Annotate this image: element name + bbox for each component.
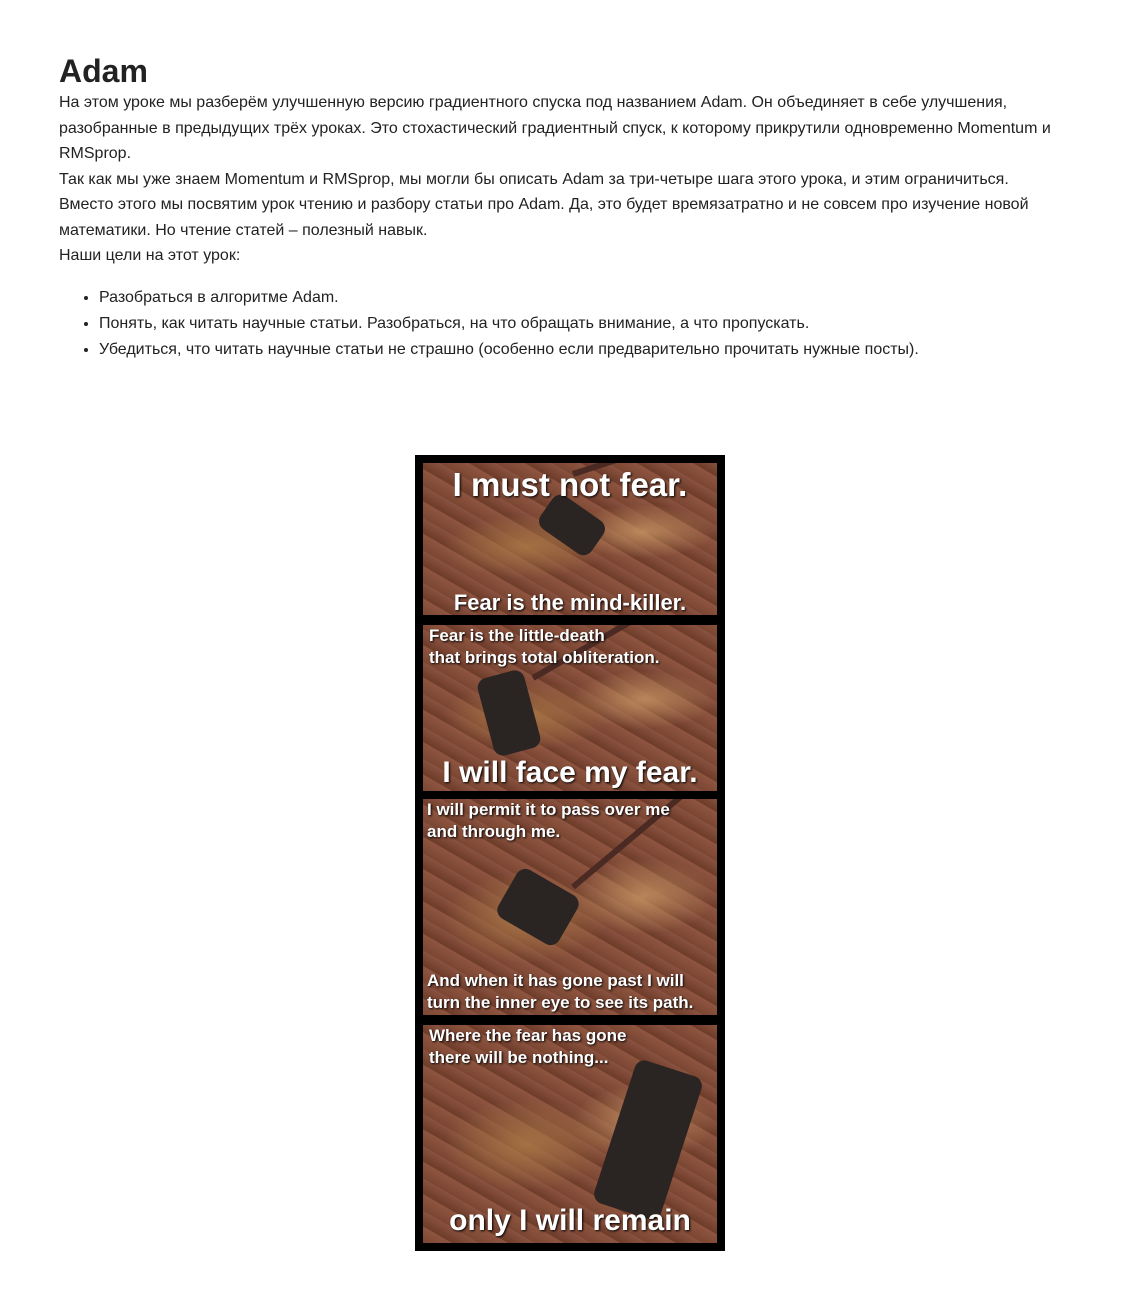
paragraph-paper-reading: Вместо этого мы посвятим урок чтению и разбору статьи про Adam. Да, это будет времязатратно и не совсем про изучение новой математики. Но чтение статей – полезный навык. xyxy=(59,196,1029,239)
vacuum-head xyxy=(592,1058,705,1222)
meme-caption: And when it has gone past I will xyxy=(427,971,684,990)
goals-list xyxy=(59,285,1081,363)
paragraph-known-methods: Так как мы уже знаем Momentum и RMSprop, мы могли бы описать Adam за три-четыре шага этого урока, и этим ограничиться. xyxy=(59,170,1009,188)
meme-panel-4 xyxy=(423,1025,717,1243)
meme-caption: there will be nothing... xyxy=(429,1048,609,1067)
meme-caption: only I will remain xyxy=(449,1204,691,1237)
list-item: • Понять, как читать научные статьи. Разобраться, на что обращать внимание, а что пропускать. xyxy=(99,311,1081,337)
vacuum-head xyxy=(475,668,542,758)
vacuum-head xyxy=(494,865,583,948)
meme-caption: Fear is the little-death xyxy=(429,626,605,645)
meme-panel-2 xyxy=(423,625,717,791)
list-item: • Разобраться в алгоритме Adam. xyxy=(99,285,1081,311)
meme-caption: turn the inner eye to see its path. xyxy=(427,993,694,1012)
meme-caption: Where the fear has gone xyxy=(429,1026,627,1045)
meme-caption: that brings total obliteration. xyxy=(429,648,660,667)
meme-caption: I must not fear. xyxy=(452,466,688,503)
page-title: Adam xyxy=(59,53,148,89)
article xyxy=(59,0,1081,363)
meme-caption: and through me. xyxy=(427,822,561,841)
meme-caption: I will face my fear. xyxy=(442,756,698,789)
meme-caption: Fear is the mind-killer. xyxy=(453,590,687,615)
meme-caption: I will permit it to pass over me xyxy=(427,800,670,819)
meme-panel-3 xyxy=(423,799,717,1015)
litany-cat-meme-image xyxy=(415,455,725,1251)
goals-heading: Наши цели на этот урок: xyxy=(59,247,241,264)
list-item: • Убедиться, что читать научные статьи не страшно (особенно если предварительно прочитать нужные посты). xyxy=(99,337,1081,363)
meme-panel-1 xyxy=(423,463,717,615)
intro-paragraph: На этом уроке мы разберём улучшенную версию градиентного спуска под названием Adam. Он объединяет в себе улучшения, разобранные в предыдущих трёх уроках. Это стохастический градиентный спуск, к которому прикрутили одновременно Momentum и RMSprop. xyxy=(59,94,1051,162)
